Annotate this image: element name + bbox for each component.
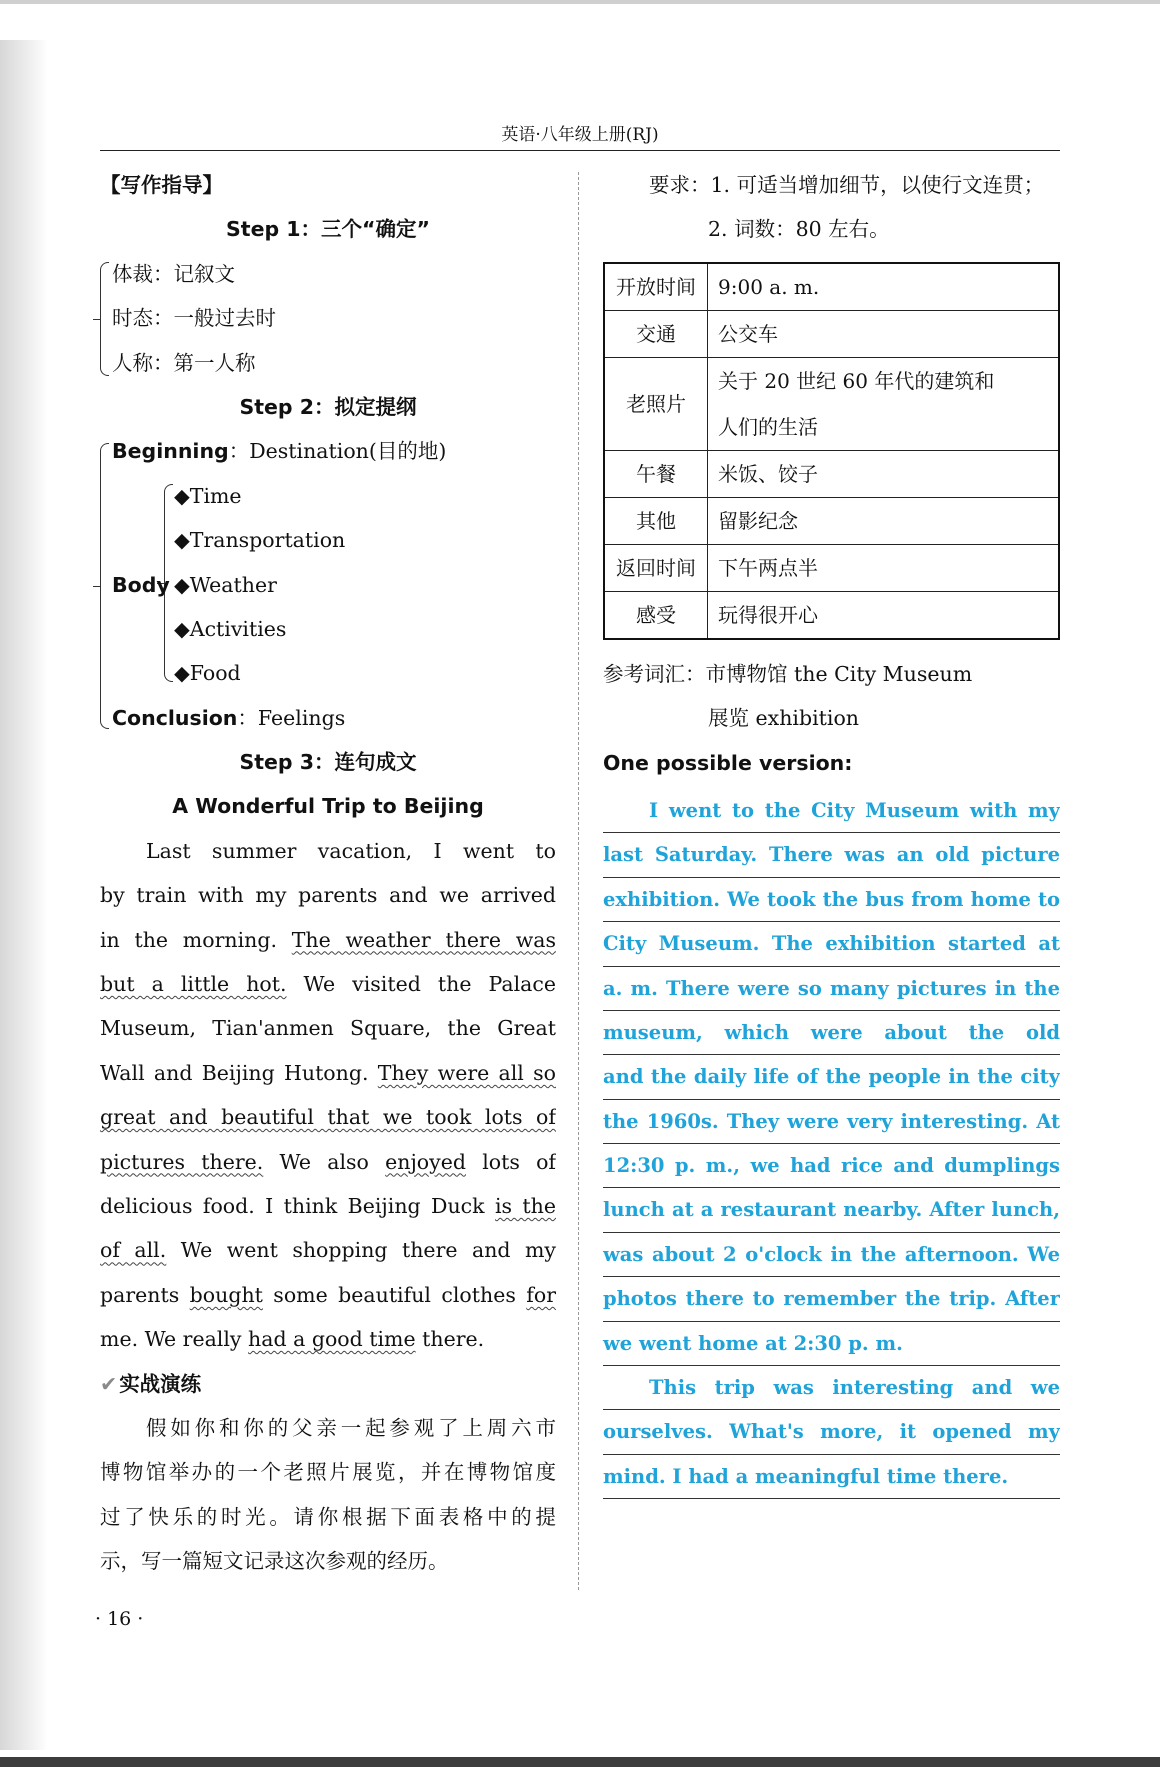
table-row [604,357,1059,450]
answer-line: mind. I had a meaningful time there. [603,1455,1060,1499]
answer-line: a. m. There were so many pictures in the [603,967,1060,1011]
beginning-label: Beginning [112,439,229,464]
table-key: 感受 [604,591,708,639]
table-row [604,544,1059,591]
vocab-line-1 [603,652,1060,696]
answer-line: we went home at 2:30 p. m. [603,1322,1060,1366]
essay-line [100,1228,556,1272]
essay-text: Museum, Tian'anmen Square, the Great [100,1016,556,1041]
practice-heading [100,1362,556,1406]
essay-line [100,962,556,1006]
model-essay [100,829,556,1362]
answer-line: photos there to remember the trip. After [603,1277,1060,1321]
requirement-prefix: 要求： [649,173,711,197]
essay-text: in the morning. [100,927,292,952]
highlighted-phrase: of all. [100,1238,167,1263]
answer-line: I went to the City Museum with my [603,789,1060,833]
page-number: · 16 · [95,1608,144,1630]
bottom-edge [0,1757,1160,1767]
answer-line: the 1960s. They were very interesting. At [603,1100,1060,1144]
answer-line: City Museum. The exhibition started at [603,922,1060,966]
essay-line [100,1051,556,1095]
practice-title: 实战演练 [119,1371,202,1396]
table-key: 其他 [604,497,708,544]
essay-text: some beautiful clothes [262,1282,527,1307]
conclusion-text: ：Feelings [237,705,346,730]
highlighted-phrase: enjoyed [385,1149,466,1174]
highlighted-phrase: but a little hot. [100,972,287,997]
highlighted-phrase: great and beautiful that we took lots of [100,1105,556,1130]
requirement-line-1 [603,163,1060,207]
highlighted-phrase: is the [494,1193,556,1218]
essay-text: Last summer vacation, I went to [146,838,556,863]
genre-line: 体裁：记叙文 [112,261,235,286]
essay-text: there. [415,1327,485,1352]
task-line: 博物馆举办的一个老照片展览，并在博物馆度 [100,1460,556,1485]
person-line: 人称：第一人称 [112,350,256,375]
essay-text: me. We really [100,1327,249,1352]
body-item: ◆Food [174,661,241,686]
answer-line: and the daily life of the people in the city [603,1055,1060,1099]
vocab-line-2: 展览 exhibition [708,706,859,731]
body-item: ◆Activities [174,616,287,641]
essay-text: We also [263,1149,386,1174]
essay-text: parents [100,1282,190,1307]
table-value: 下午两点半 [708,544,1060,591]
table-value: 留影纪念 [708,497,1060,544]
essay-line [100,1273,556,1317]
check-icon: ✔ [100,1371,118,1396]
beginning-line [100,429,556,473]
essay-title: A Wonderful Trip to Beijing [172,794,484,819]
header-rule [100,150,1060,151]
body-item: ◆Time [174,483,242,508]
table-key: 交通 [604,310,708,357]
answer-line: 12:30 p. m., we had rice and dumplings [603,1144,1060,1188]
table-value-line: 关于 20 世纪 60 年代的建筑和 [718,368,995,393]
table-row [604,310,1059,357]
answer-line: lunch at a restaurant nearby. After lunch, [603,1188,1060,1232]
step2-heading: Step 2：拟定提纲 [239,394,417,419]
essay-text: We went shopping there and my [166,1238,556,1263]
conclusion-label: Conclusion [112,705,238,730]
top-edge [0,0,1160,4]
answer-line: exhibition. We took the bus from home to [603,878,1060,922]
highlighted-phrase: They were all so [377,1060,556,1085]
body-label: Body [112,572,170,597]
table-value: 公交车 [708,310,1060,357]
essay-text: lots of [465,1149,556,1174]
table-key: 开放时间 [604,263,708,311]
table-value: 9:00 a. m. [708,263,1060,311]
table-key: 午餐 [604,450,708,497]
requirement-2: 2. 词数：80 左右。 [708,217,890,242]
possible-version-label: One possible version: [603,750,853,775]
body-item-row [100,563,556,607]
outline [100,429,556,740]
info-table [603,262,1060,640]
essay-text: Wall and Beijing Hutong. [100,1060,378,1085]
highlighted-phrase: pictures there. [100,1149,264,1174]
body-item: ◆Weather [174,572,277,597]
step1-heading: Step 1：三个“确定” [226,217,430,242]
essay-line [100,1184,556,1228]
writing-guide-heading: 【写作指导】 [100,173,223,197]
table-value: 米饭、饺子 [708,450,1060,497]
essay-line [100,1317,556,1361]
column-divider [578,172,579,1590]
essay-line [100,1006,556,1050]
table-value: 玩得很开心 [708,591,1060,639]
beginning-text: ：Destination(目的地) [228,439,447,464]
determine-brace [100,262,109,376]
essay-text: delicious food. I think Beijing Duck [100,1193,495,1218]
running-header: 英语·八年级上册(RJ) [501,125,659,145]
highlighted-phrase: had a good time [248,1327,416,1352]
vocab-1: 市博物馆 the City Museum [705,661,973,686]
table-row [604,263,1059,311]
table-row [604,497,1059,544]
essay-line [100,918,556,962]
page-shadow [0,40,48,1750]
essay-text: We visited the Palace [286,972,556,997]
table-key: 返回时间 [604,544,708,591]
essay-line [100,1095,556,1139]
requirement-1: 1. 可适当增加细节，以使行文连贯； [710,173,1045,197]
answer-line: last Saturday. There was an old picture [603,833,1060,877]
model-answer [603,789,1060,1499]
step3-heading: Step 3：连句成文 [239,750,417,775]
conclusion-line [100,696,556,740]
table-row [604,450,1059,497]
tense-line: 时态：一般过去时 [112,306,276,331]
table-key: 老照片 [604,357,708,450]
table-value [708,357,1060,450]
answer-line: was about 2 o'clock in the afternoon. We [603,1233,1060,1277]
task-line: 示，写一篇短文记录这次参观的经历。 [100,1549,449,1574]
task-description [100,1406,556,1584]
answer-line: This trip was interesting and we [603,1366,1060,1410]
essay-text: by train with my parents and we arrived [100,883,556,908]
right-column [603,163,1060,1499]
essay-line [100,1140,556,1184]
body-item: ◆Transportation [174,528,346,553]
highlighted-phrase: bought [189,1282,263,1307]
essay-line [100,829,556,873]
highlighted-phrase: for [526,1282,556,1307]
essay-line [100,873,556,917]
answer-line: ourselves. What's more, it opened my [603,1410,1060,1454]
requirement-line-2 [603,207,1060,251]
table-value-line: 人们的生活 [718,414,818,439]
table-row [604,591,1059,639]
left-column [100,163,556,1584]
task-line: 过了快乐的时光。请你根据下面表格中的提 [100,1504,556,1529]
vocab-label: 参考词汇： [603,661,706,686]
determine-list [100,252,556,385]
task-line: 假如你和你的父亲一起参观了上周六市 [146,1415,556,1440]
answer-line: museum, which were about the old [603,1011,1060,1055]
highlighted-phrase: The weather there was [291,927,556,952]
